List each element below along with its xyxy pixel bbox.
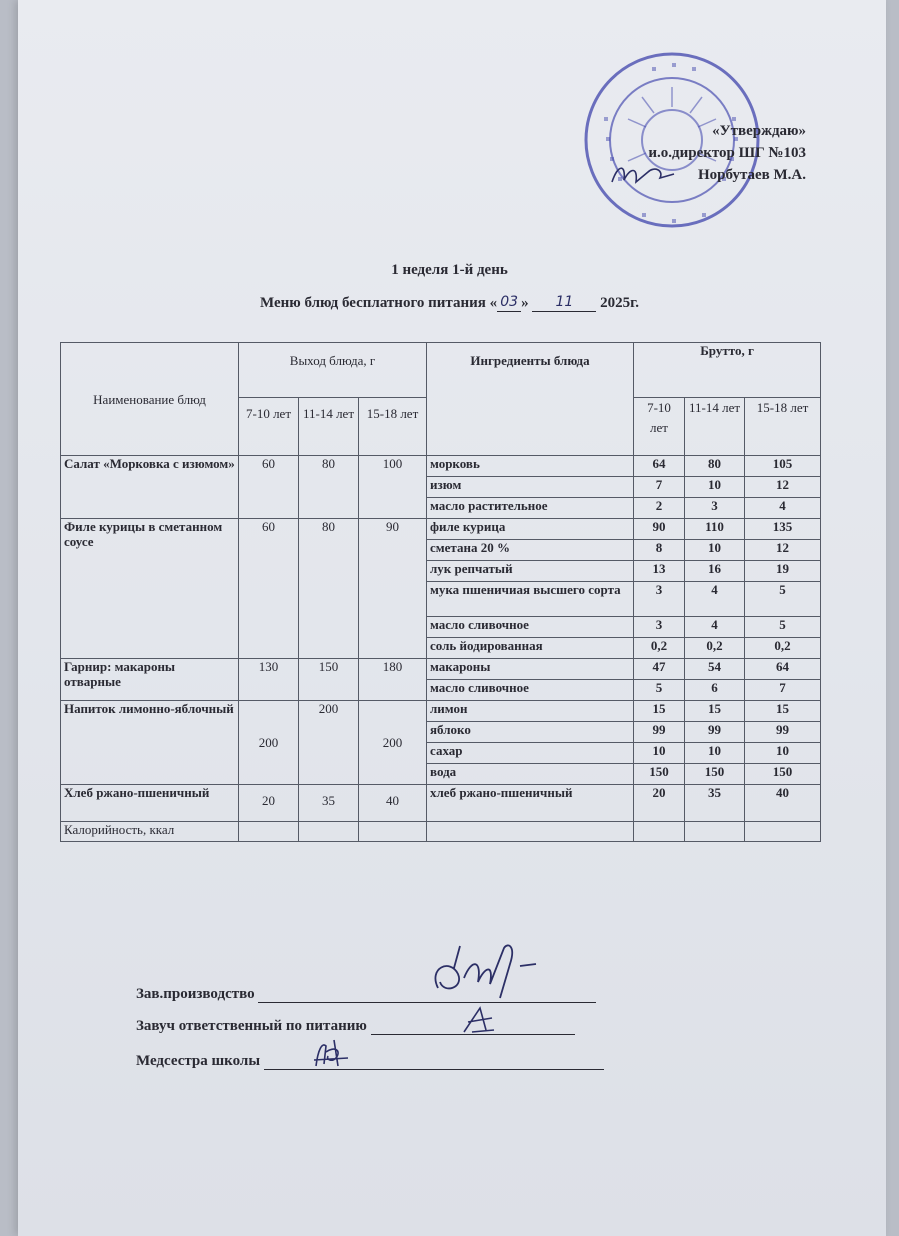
header-brutto-15-18: 15-18 лет	[745, 398, 821, 456]
brutto-15-18: 99	[745, 722, 821, 743]
header-brutto: Брутто, г	[634, 343, 821, 398]
output-11-14: 80	[299, 456, 359, 519]
menu-title	[0, 294, 899, 312]
ingredient: лук репчатый	[427, 561, 634, 582]
empty-cell	[239, 822, 299, 842]
approval-name: Норбутаев М.А.	[698, 167, 806, 183]
signature-head-teacher	[136, 1018, 575, 1035]
ingredient: филе курица	[427, 519, 634, 540]
brutto-7-10: 99	[634, 722, 685, 743]
output-11-14: 35	[299, 785, 359, 822]
ingredient: мука пшеничиая высшего сорта	[427, 582, 634, 617]
brutto-11-14: 35	[685, 785, 745, 822]
brutto-11-14: 54	[685, 659, 745, 680]
output-15-18: 40	[359, 785, 427, 822]
brutto-15-18: 12	[745, 540, 821, 561]
production-signature	[424, 938, 544, 1008]
empty-cell	[634, 822, 685, 842]
ingredient: хлеб ржано-пшеничный	[427, 785, 634, 822]
brutto-11-14: 0,2	[685, 638, 745, 659]
approval-position: и.о.директор ШГ №103	[648, 145, 806, 161]
nurse-signature	[308, 1036, 352, 1072]
menu-month: 11	[555, 294, 574, 310]
ingredient: яблоко	[427, 722, 634, 743]
output-7-10: 20	[239, 785, 299, 822]
header-ingredients: Ингредиенты блюда	[427, 343, 634, 456]
ingredient: сахар	[427, 743, 634, 764]
ingredient: морковь	[427, 456, 634, 477]
brutto-15-18: 15	[745, 701, 821, 722]
brutto-7-10: 7	[634, 477, 685, 498]
brutto-7-10: 15	[634, 701, 685, 722]
brutto-7-10: 90	[634, 519, 685, 540]
menu-day: 03	[500, 294, 519, 310]
dish-name: Гарнир: макароны отварные	[61, 659, 239, 701]
header-dish: Наименование блюд	[61, 343, 239, 456]
brutto-11-14: 10	[685, 743, 745, 764]
output-7-10: 200	[239, 701, 299, 785]
ingredient: макароны	[427, 659, 634, 680]
brutto-15-18: 40	[745, 785, 821, 822]
brutto-7-10: 47	[634, 659, 685, 680]
output-15-18: 90	[359, 519, 427, 659]
ingredient: масло растительное	[427, 498, 634, 519]
approval-title: «Утверждаю»	[712, 123, 806, 139]
header-age-7-10: 7-10 лет	[239, 398, 299, 456]
output-7-10: 60	[239, 519, 299, 659]
brutto-11-14: 6	[685, 680, 745, 701]
header-output: Выход блюда, г	[239, 343, 427, 398]
dish-name: Напиток лимонно-яблочный	[61, 701, 239, 785]
header-brutto-7-10: 7-10 лет	[634, 398, 685, 456]
week-day-title: 1 неделя 1-й день	[391, 262, 508, 278]
brutto-11-14: 16	[685, 561, 745, 582]
output-7-10: 130	[239, 659, 299, 701]
ingredient: масло сливочное	[427, 680, 634, 701]
brutto-7-10: 8	[634, 540, 685, 561]
output-11-14: 80	[299, 519, 359, 659]
output-11-14: 150	[299, 659, 359, 701]
brutto-7-10: 5	[634, 680, 685, 701]
empty-cell	[359, 822, 427, 842]
brutto-15-18: 19	[745, 561, 821, 582]
menu-table	[60, 342, 821, 842]
nurse-label: Медсестра школы	[136, 1053, 261, 1069]
signature-nurse	[136, 1053, 604, 1070]
menu-title-sep: »	[521, 295, 529, 311]
header-age-15-18: 15-18 лет	[359, 398, 427, 456]
empty-cell	[685, 822, 745, 842]
production-label: Зав.производство	[136, 986, 255, 1002]
ingredient: соль йодированная	[427, 638, 634, 659]
brutto-11-14: 4	[685, 617, 745, 638]
brutto-15-18: 10	[745, 743, 821, 764]
output-11-14: 200	[299, 701, 359, 785]
brutto-7-10: 3	[634, 582, 685, 617]
menu-title-prefix: Меню блюд бесплатного питания «	[260, 295, 498, 311]
brutto-15-18: 7	[745, 680, 821, 701]
brutto-11-14: 15	[685, 701, 745, 722]
brutto-15-18: 135	[745, 519, 821, 540]
brutto-11-14: 110	[685, 519, 745, 540]
header-brutto-11-14: 11-14 лет	[685, 398, 745, 456]
brutto-15-18: 0,2	[745, 638, 821, 659]
brutto-11-14: 4	[685, 582, 745, 617]
empty-cell	[299, 822, 359, 842]
output-15-18: 100	[359, 456, 427, 519]
output-15-18: 180	[359, 659, 427, 701]
calories-label: Калорийность, ккал	[61, 822, 239, 842]
ingredient: изюм	[427, 477, 634, 498]
brutto-7-10: 20	[634, 785, 685, 822]
brutto-7-10: 2	[634, 498, 685, 519]
brutto-11-14: 150	[685, 764, 745, 785]
brutto-7-10: 3	[634, 617, 685, 638]
ingredient: сметана 20 %	[427, 540, 634, 561]
brutto-7-10: 10	[634, 743, 685, 764]
brutto-11-14: 99	[685, 722, 745, 743]
output-7-10: 60	[239, 456, 299, 519]
brutto-15-18: 105	[745, 456, 821, 477]
header-age-11-14: 11-14 лет	[299, 398, 359, 456]
menu-year: 2025г.	[600, 295, 639, 311]
output-15-18: 200	[359, 701, 427, 785]
brutto-15-18: 64	[745, 659, 821, 680]
empty-cell	[427, 822, 634, 842]
ingredient: масло сливочное	[427, 617, 634, 638]
brutto-7-10: 64	[634, 456, 685, 477]
director-signature	[608, 160, 680, 188]
brutto-11-14: 80	[685, 456, 745, 477]
brutto-15-18: 5	[745, 617, 821, 638]
brutto-11-14: 3	[685, 498, 745, 519]
dish-name: Филе курицы в сметанном соусе	[61, 519, 239, 659]
dish-name: Салат «Морковка с изюмом»	[61, 456, 239, 519]
ingredient: лимон	[427, 701, 634, 722]
head-teacher-label: Завуч ответственный по питанию	[136, 1018, 367, 1034]
brutto-11-14: 10	[685, 477, 745, 498]
brutto-7-10: 150	[634, 764, 685, 785]
dish-name: Хлеб ржано-пшеничный	[61, 785, 239, 822]
empty-cell	[745, 822, 821, 842]
brutto-7-10: 13	[634, 561, 685, 582]
brutto-15-18: 4	[745, 498, 821, 519]
ingredient: вода	[427, 764, 634, 785]
brutto-7-10: 0,2	[634, 638, 685, 659]
head-teacher-signature	[458, 1004, 498, 1036]
brutto-15-18: 12	[745, 477, 821, 498]
brutto-15-18: 5	[745, 582, 821, 617]
brutto-11-14: 10	[685, 540, 745, 561]
brutto-15-18: 150	[745, 764, 821, 785]
